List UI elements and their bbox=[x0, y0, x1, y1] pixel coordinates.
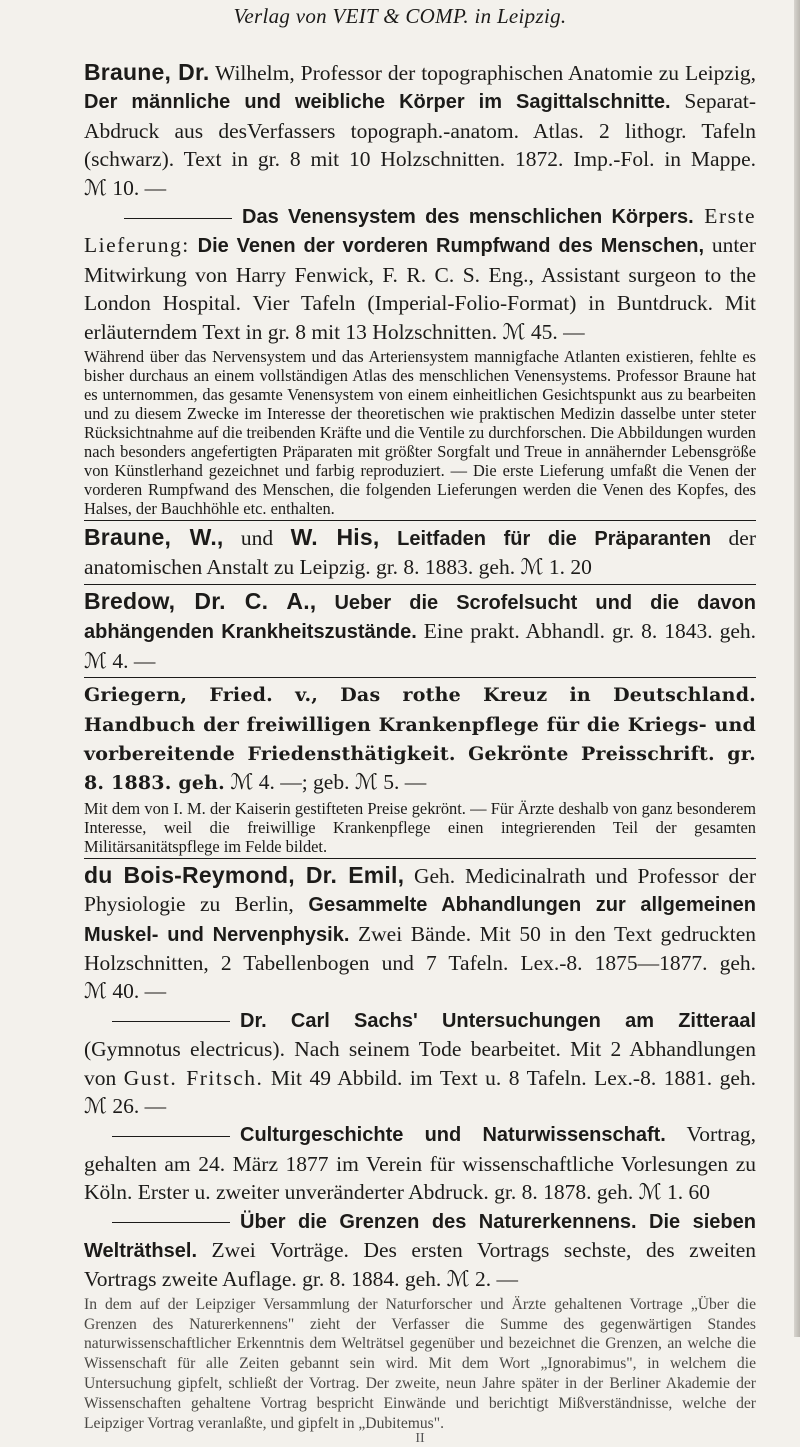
entry-title: Dr. Carl Sachs' Untersuchungen am Zitteraal bbox=[240, 1009, 756, 1032]
entry-title: Über die Grenzen des Naturerkennens. Die sieben Welträthsel. bbox=[84, 1210, 756, 1262]
entry-author-rest: Geh. Medicinalrath und Professor der Physiologie zu Berlin, bbox=[84, 863, 756, 917]
catalog-entry-du-bois-reymond bbox=[84, 861, 756, 1006]
entry-body: Eine prakt. Abhandl. gr. 8. 1843. geh. bbox=[416, 619, 756, 644]
entry-title-rest: Erste Lieferung: bbox=[84, 204, 756, 258]
entry-subtitle: Die Venen der vorderen Rumpfwand des Menschen, bbox=[189, 235, 705, 258]
entry-price: ℳ 1. 20 bbox=[520, 555, 592, 580]
ditto-dash bbox=[124, 218, 232, 219]
entry-body: (Gymnotus electricus). Nach seinem Tode bearbeitet. Mit 2 Abhandlungen von bbox=[84, 1037, 756, 1090]
entry-title: Ueber die Scrofelsucht und die davon abhängenden Krankheitszustände. bbox=[84, 591, 756, 644]
entry-price: ℳ 40. — bbox=[84, 979, 167, 1004]
divider bbox=[84, 520, 756, 521]
catalog-entry-grenzen-naturerkennens bbox=[84, 1207, 756, 1434]
divider bbox=[84, 677, 756, 678]
entry-price: ℳ 26. — bbox=[84, 1093, 167, 1118]
signature-mark: II bbox=[415, 1431, 425, 1447]
entry-title: Gesammelte Abhandlungen zur allgemeinen Muskel- und Nervenphysik. bbox=[84, 894, 756, 946]
entry-author: Bredow, Dr. C. A., bbox=[84, 587, 317, 614]
entry-author: Braune, Dr. bbox=[84, 59, 210, 85]
entry-price: ℳ 1. 60 bbox=[638, 1180, 711, 1205]
entry-price: ℳ 4. — bbox=[84, 648, 156, 673]
entry-body: Vortrag, gehalten am 24. März 1877 im Verein für wissenschaftliche Vorlesungen zu Köln. Erster u. zweiter unveränderter Abdruck. gr. 8. 1878. geh. bbox=[84, 1122, 757, 1205]
catalog-entry-criegern bbox=[84, 680, 756, 856]
entry-title: Der männliche und weibliche Körper im Sagittalschnitte. bbox=[84, 91, 671, 114]
divider bbox=[84, 858, 756, 859]
catalog-entry-sachs-zitteraal bbox=[84, 1006, 756, 1121]
entry-body-cont: Mit 49 Abbild. im Text u. 8 Tafeln. Lex.-8. 1881. geh. bbox=[263, 1065, 757, 1090]
entry-title: Das Venensystem des menschlichen Körpers. bbox=[242, 206, 694, 229]
catalog-entry-culturgeschichte bbox=[84, 1120, 756, 1206]
catalog-entry-braune-sagittal bbox=[84, 58, 756, 202]
entry-note: In dem auf der Leipziger Versammlung der Naturforscher und Ärzte gehaltenen Vortrage „Über die Grenzen des Naturerkennens" zieht der Verfasser die Summe des gegenwärtigen Standes naturwissenschaftlicher Erkenntnis dem Welträtsel gegenüber und bezeichnet die Grenzen, an welche die Wissenschaft für alle Zeiten gebannt sein wird. Mit dem Wort „Ignorabimus", in welchem die Untersuchung gipfelt, schließt der Vortrag. Der zweite, neun Jahre später in der Berliner Akademie der Wissenschaften gehaltene Vortrag bespricht Einwände und berichtigt Mißverständnisse, welche der Leipziger Vortrag veranlaßte, und gipfelt in „Dubitemus". bbox=[84, 1295, 756, 1432]
entry-author: Braune, W., bbox=[84, 524, 224, 551]
entry-body: Zwei Vorträge. Des ersten Vortrags sechste, des zweiten Vortrags zweite Auflage. gr. 8. 1884. geh. bbox=[84, 1238, 756, 1292]
ditto-dash bbox=[112, 1222, 230, 1223]
entry-price: ℳ 2. — bbox=[446, 1267, 519, 1292]
catalog-entry-bredow bbox=[84, 587, 756, 675]
entry-body: unter Mitwirkung von Harry Fenwick, F. R. C. S. Eng., Assistant surgeon to the London Hospital. Vier Tafeln (Imperial-Folio-Format) in Buntdruck. Mit erläuterndem Text in gr. 8 mit 13 Holzschnitten. bbox=[84, 233, 756, 344]
entry-fraktur-text: Griegern, Fried. v., Das rothe Kreuz in Deutschland. Handbuch der freiwilligen Krankenpflege für die Kriegs- und vorbereitende Friedensthätigkeit. Gekrönte Preisschrift. gr. 8. 1883. geh. bbox=[84, 684, 756, 795]
entry-price: ℳ 45. — bbox=[502, 319, 585, 344]
ditto-dash bbox=[112, 1021, 230, 1022]
entry-title: Culturgeschichte und Naturwissenschaft. bbox=[240, 1124, 666, 1147]
entries-column bbox=[84, 58, 756, 1447]
page-edge bbox=[794, 0, 800, 1337]
entry-price: ℳ 10. — bbox=[84, 175, 167, 200]
entry-author: du Bois-Reymond, Dr. Emil, bbox=[84, 861, 405, 888]
entry-author-rest: und bbox=[223, 526, 291, 551]
entry-note: Während über das Nervensystem und das Arteriensystem mannigfache Atlanten existieren, fehlte es bisher durchaus an einem vollständigen Atlas des menschlichen Venensystems. Professor Braune hat es unternommen, das gesamte Venensystem von einem einheitlichen Gesichtspunkt aus zu bearbeiten und zu diesem Zwecke im Interesse der theoretischen wie praktischen Medizin dasselbe unter steter Rücksichtnahme auf die treibenden Kräfte und die Ventile zu durchforschen. Die Abbildungen wurden nach besonders angefertigten Präparaten mit größter Sorgfalt und Treue in annähernder Lebensgröße von Künstlerhand gezeichnet und farbig reproduziert. — Die erste Lieferung umfaßt die Venen der vorderen Rumpfwand des Menschen, die folgenden Lieferungen werden die Venen des Kopfes, des Halses, der Bauchhöhle etc. enthalten. bbox=[84, 347, 756, 519]
entry-title: Leitfaden für die Präparanten bbox=[379, 528, 712, 551]
catalog-entry-leitfaden bbox=[84, 523, 756, 582]
publisher-header: Verlag von VEIT & COMP. in Leipzig. bbox=[233, 4, 567, 28]
entry-coauthor: Gust. Fritsch. bbox=[123, 1065, 264, 1090]
divider bbox=[84, 584, 756, 585]
ditto-dash bbox=[112, 1136, 230, 1137]
entry-price: ℳ 4. —; geb. ℳ 5. — bbox=[230, 770, 427, 795]
entry-author-second: W. His, bbox=[290, 524, 380, 551]
entry-author-rest: Wilhelm, Professor der topographischen Anatomie zu Leipzig, bbox=[209, 61, 756, 85]
entry-body: der anatomischen Anstalt zu Leipzig. gr. 8. 1883. geh. bbox=[84, 526, 756, 580]
catalog-entry-venensystem bbox=[84, 202, 756, 518]
entry-body: Zwei Bände. Mit 50 in den Text gedruckten Holzschnitten, 2 Tabellenbogen und 7 Tafeln. Lex.-8. 1875—1877. geh. bbox=[84, 921, 756, 975]
entry-note: Mit dem von I. M. der Kaiserin gestifteten Preise gekrönt. — Für Ärzte deshalb von ganz besonderem Interesse, weil die freiwillige Krankenpflege einen integrierenden Teil der gesamten Militärsanitätspflege im Felde bildet. bbox=[84, 798, 756, 856]
entry-body: Separat-Abdruck aus desVerfassers topograph.-anatom. Atlas. 2 lithogr. Tafeln (schwarz). Text in gr. 8 mit 10 Holzschnitten. 1872. Imp.-Fol. in Mappe. bbox=[84, 89, 756, 172]
